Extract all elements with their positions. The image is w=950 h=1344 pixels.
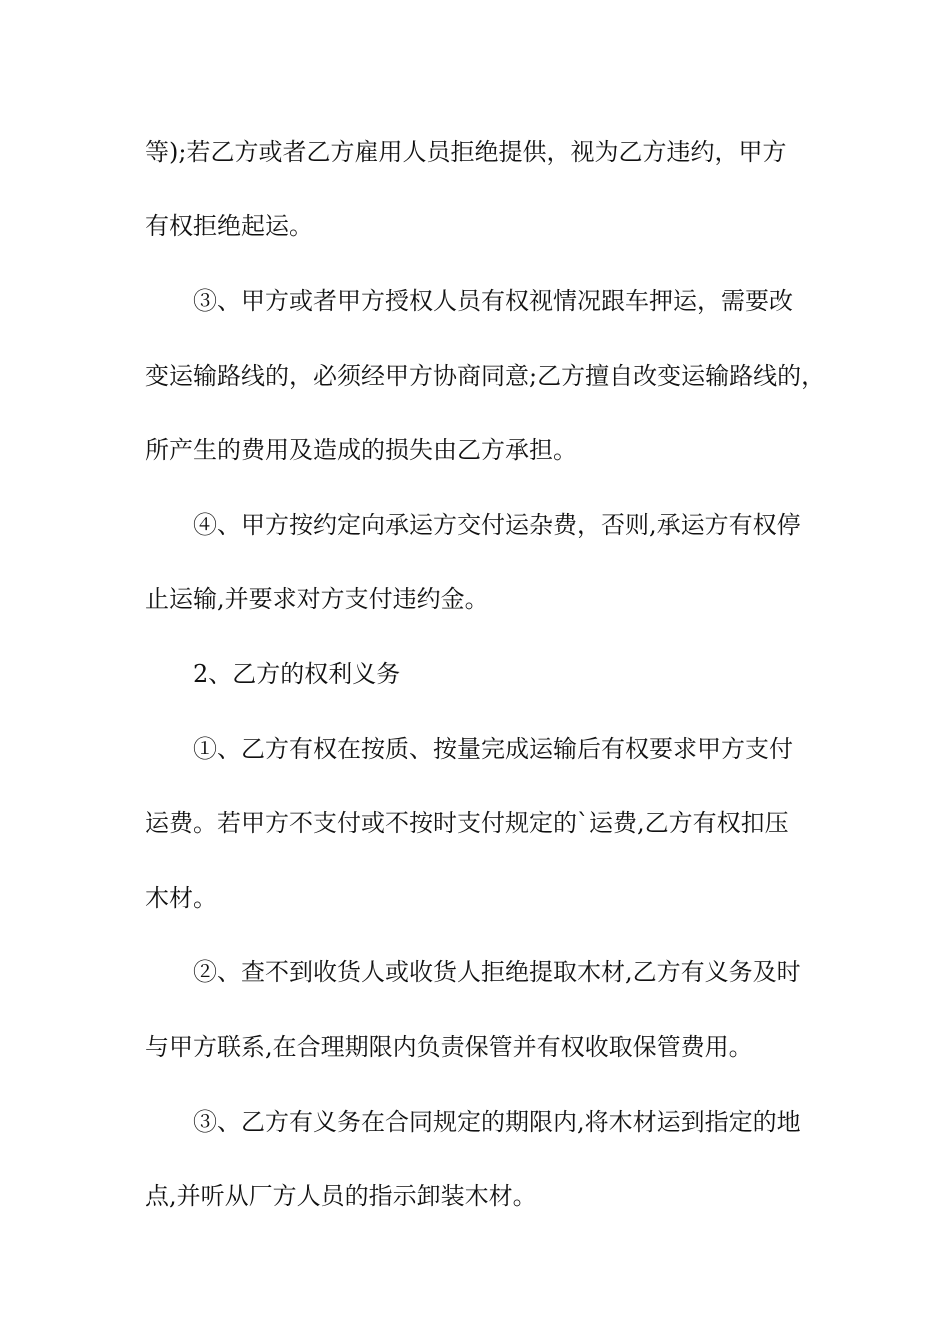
- text-line: 变运输路线的，必须经甲方协商同意;乙方擅自改变运输路线的，: [145, 362, 826, 390]
- text-line: 木材。: [145, 884, 217, 912]
- text-line: 等);若乙方或者乙方雇用人员拒绝提供，视为乙方违约，甲方: [145, 138, 787, 166]
- text-line: ③、甲方或者甲方授权人员有权视情况跟车押运，需要改: [193, 287, 793, 315]
- text-line: 止运输,并要求对方支付违约金。: [145, 585, 489, 613]
- text-line: 运费。若甲方不支付或不按时支付规定的`运费,乙方有权扣压: [145, 809, 789, 837]
- section-heading: 2、乙方的权利义务: [193, 660, 401, 688]
- text-line: ③、乙方有义务在合同规定的期限内,将木材运到指定的地: [193, 1108, 801, 1136]
- text-line: ②、查不到收货人或收货人拒绝提取木材,乙方有义务及时: [193, 958, 801, 986]
- text-line: ④、甲方按约定向承运方交付运杂费，否则,承运方有权停: [193, 511, 801, 539]
- text-line: 与甲方联系,在合理期限内负责保管并有权收取保管费用。: [145, 1033, 753, 1061]
- text-line: 有权拒绝起运。: [145, 212, 313, 240]
- text-line: ①、乙方有权在按质、按量完成运输后有权要求甲方支付: [193, 735, 793, 763]
- text-line: 所产生的费用及造成的损失由乙方承担。: [145, 436, 577, 464]
- text-line: 点,并听从厂方人员的指示卸装木材。: [145, 1182, 537, 1210]
